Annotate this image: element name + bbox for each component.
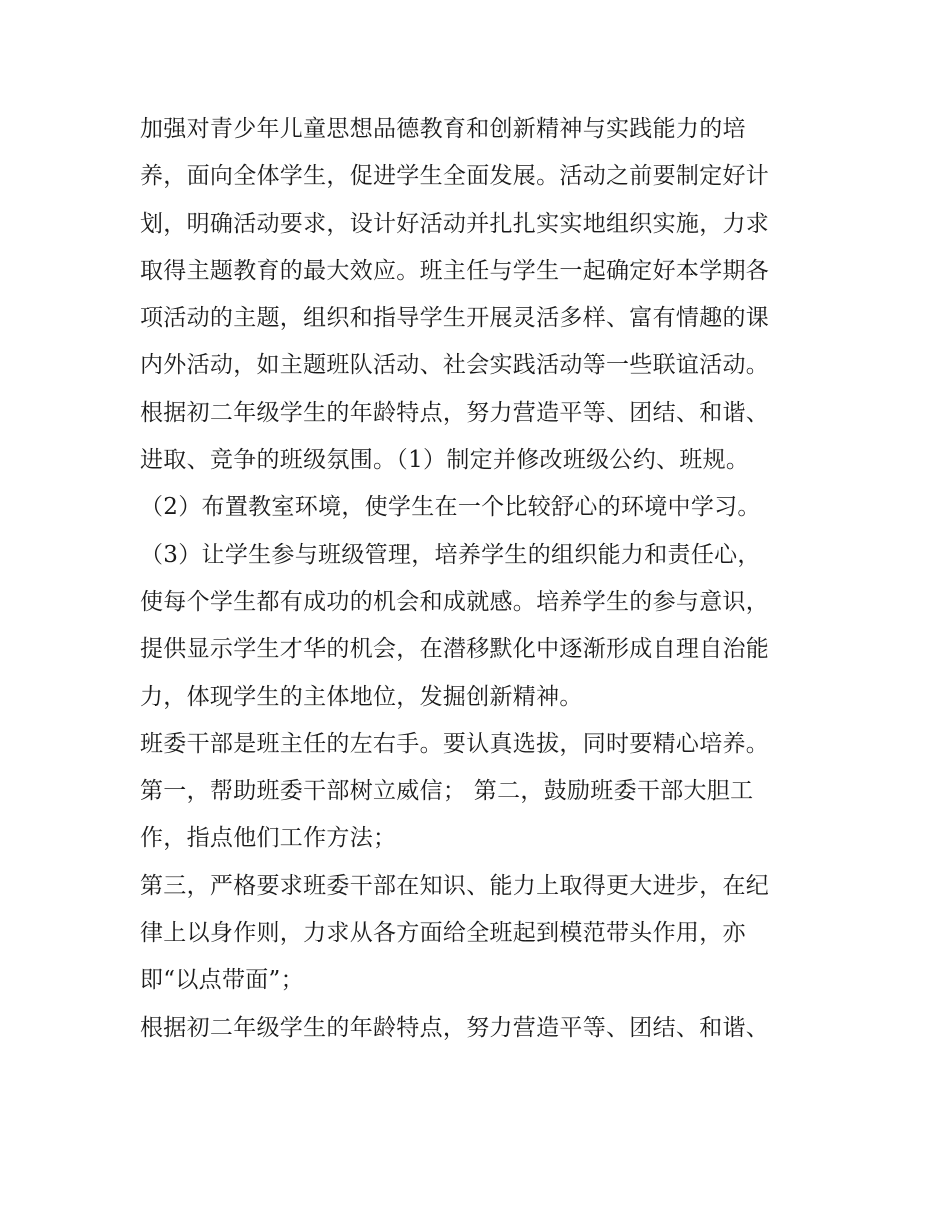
text-line: 根据初二年级学生的年龄特点，努力营造平等、团结、和谐、 bbox=[140, 1014, 770, 1041]
text-line: 第一，帮助班委干部树立威信； 第二，鼓励班委干部大胆工 bbox=[140, 778, 754, 805]
text-line: 取得主题教育的最大效应。班主任与学生一起确定好本学期各 bbox=[140, 257, 770, 284]
text-line: 第三，严格要求班委干部在知识、能力上取得更大进步，在纪 bbox=[140, 872, 770, 899]
text-line: 加强对青少年儿童思想品德教育和创新精神与实践能力的培 bbox=[140, 116, 746, 142]
text-line: 养，面向全体学生，促进学生全面发展。活动之前要制定好计 bbox=[140, 163, 770, 190]
text-line: 项活动的主题，组织和指导学生开展灵活多样、富有情趣的课 bbox=[140, 305, 770, 332]
text-line: 划，明确活动要求，设计好活动并扎扎实实地组织实施，力求 bbox=[140, 210, 770, 237]
text-line: 力，体现学生的主体地位，发掘创新精神。 bbox=[140, 683, 583, 710]
text-line: 提供显示学生才华的机会，在潜移默化中逐渐形成自理自治能 bbox=[140, 636, 770, 663]
text-line: 根据初二年级学生的年龄特点，努力营造平等、团结、和谐、 bbox=[140, 399, 770, 426]
body-text bbox=[140, 106, 840, 1052]
text-line: 律上以身作则，力求从各方面给全班起到模范带头作用，亦 bbox=[140, 920, 746, 947]
text-line: （2）布置教室环境，使学生在一个比较舒心的环境中学习。 bbox=[140, 494, 761, 521]
text-line: （3）让学生参与班级管理，培养学生的组织能力和责任心， bbox=[140, 541, 761, 568]
text-line: 作，指点他们工作方法； bbox=[140, 825, 397, 852]
text-line: 内外活动，如主题班队活动、社会实践活动等一些联谊活动。 bbox=[140, 352, 770, 379]
text-line: 使每个学生都有成功的机会和成就感。培养学生的参与意识， bbox=[140, 588, 770, 615]
text-line: 即“以点带面”； bbox=[140, 967, 304, 994]
text-line: 班委干部是班主任的左右手。要认真选拔，同时要精心培养。 bbox=[140, 730, 770, 757]
text-line: 进取、竞争的班级氛围。（1）制定并修改班级公约、班规。 bbox=[140, 447, 750, 474]
